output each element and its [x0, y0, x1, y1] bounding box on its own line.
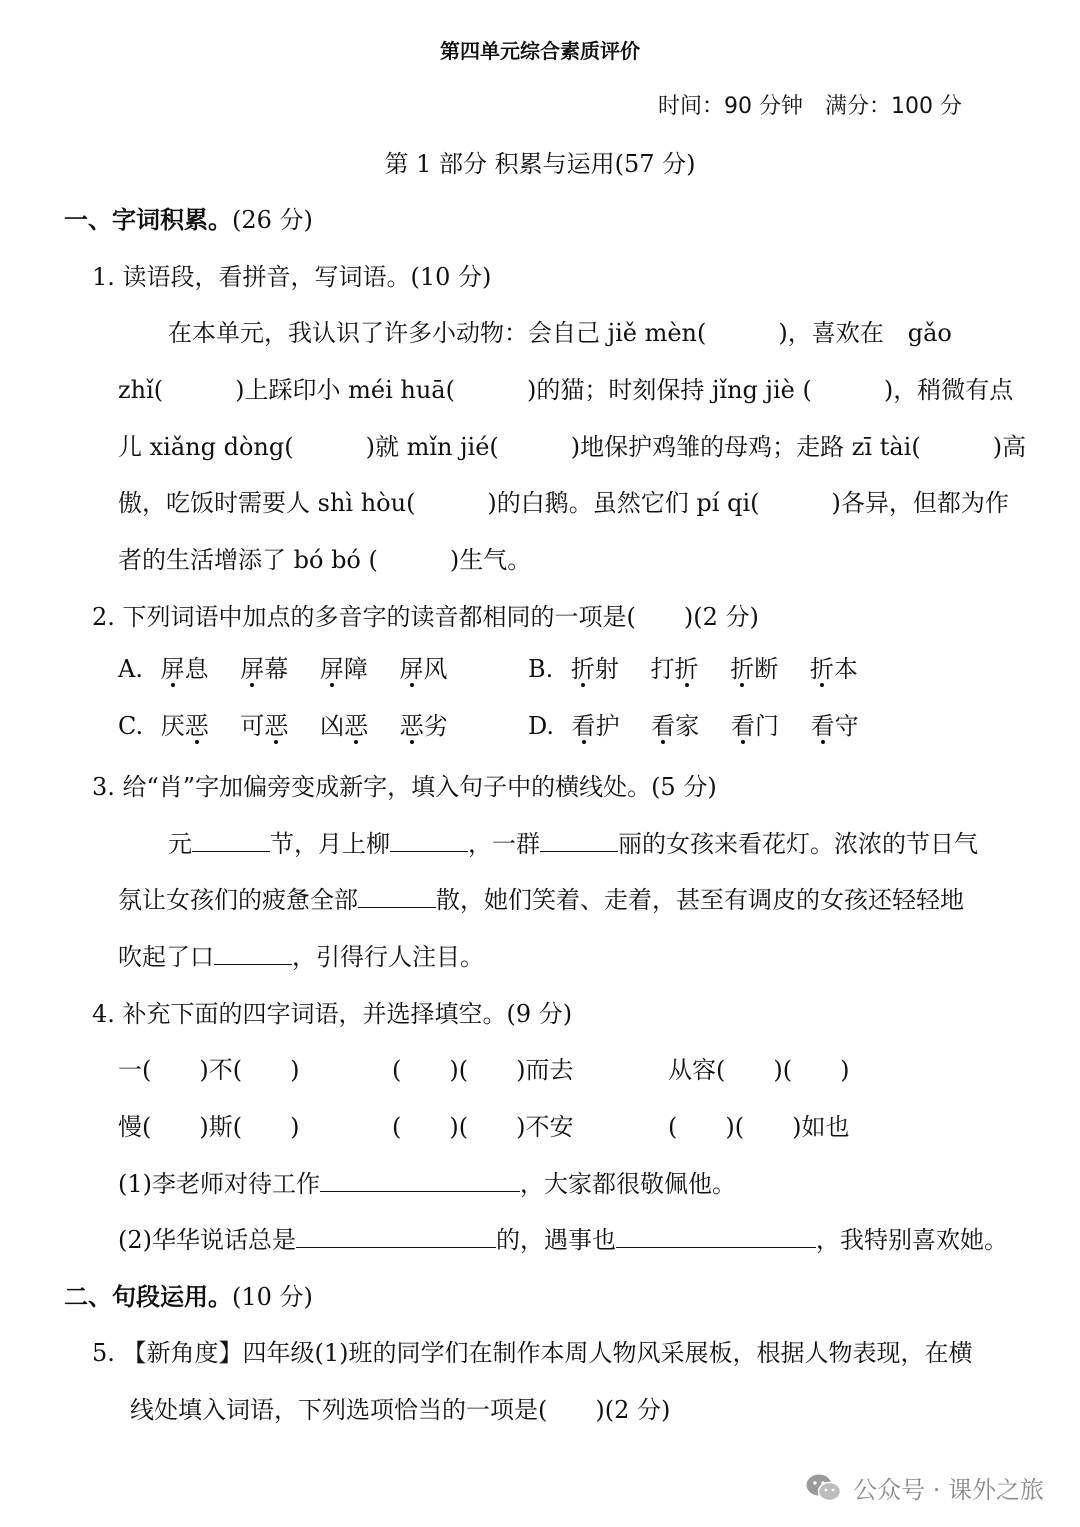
page-title: 第四单元综合素质评价	[440, 39, 640, 63]
section-1-score: (26 分)	[232, 206, 313, 234]
word-char: 门	[754, 712, 779, 740]
text-segment: 吹起了口	[118, 943, 214, 971]
text-segment: 节，月上柳	[270, 830, 390, 858]
q1-line-1: 在本单元，我认识了许多小动物：会自己 jiě mèn( )，喜欢在 gǎo	[168, 319, 952, 347]
dotted-char: 折	[570, 655, 595, 683]
q3-line-3	[118, 940, 484, 974]
q2-option-a	[118, 652, 448, 686]
option-word	[811, 712, 859, 740]
word-char: 劣	[423, 712, 448, 740]
q2-option-b	[528, 652, 858, 686]
word-char: 障	[343, 655, 368, 683]
option-word	[571, 655, 619, 683]
dotted-char: 屏	[319, 655, 344, 683]
dotted-char: 看	[730, 712, 755, 740]
q3-stem: 3. 给“肖”字加偏旁变成新字，填入句子中的横线处。(5 分)	[92, 773, 717, 801]
text-segment: 丽的女孩来看花灯。浓浓的节日气	[618, 830, 978, 858]
section-1-heading	[64, 203, 313, 237]
dotted-char: 看	[571, 712, 596, 740]
option-word	[651, 655, 699, 683]
q4-sentence-2	[118, 1223, 1008, 1257]
q4-idiom-3: 从容( )( )	[668, 1056, 850, 1084]
q3-line-1	[168, 827, 978, 861]
word-char: 断	[754, 655, 779, 683]
word-char: 家	[675, 712, 700, 740]
text-segment: (2)华华说话总是	[118, 1226, 296, 1254]
text-segment: 散，她们笑着、走着，甚至有调皮的女孩还轻轻地	[436, 886, 964, 914]
section-2-label: 二、句段运用。	[64, 1282, 232, 1311]
section-2-score: (10 分)	[232, 1283, 313, 1311]
fill-blank[interactable]	[320, 1167, 520, 1192]
option-word	[400, 712, 448, 740]
q4-stem: 4. 补充下面的四字词语，并选择填空。(9 分)	[92, 1000, 573, 1028]
word-char: 护	[595, 712, 620, 740]
option-letter: B.	[528, 655, 554, 683]
word-char: 凶	[320, 712, 345, 740]
wechat-icon	[805, 1472, 843, 1504]
fill-blank[interactable]	[214, 940, 292, 965]
option-letter: A.	[118, 655, 143, 683]
dotted-char: 恶	[264, 712, 289, 740]
option-word	[810, 655, 858, 683]
fill-blank[interactable]	[616, 1223, 816, 1248]
option-word	[730, 655, 778, 683]
fill-blank[interactable]	[192, 827, 270, 852]
dotted-char: 折	[809, 655, 834, 683]
word-char: 厌	[160, 712, 185, 740]
word-char: 射	[594, 655, 619, 683]
text-segment: 氛让女孩们的疲惫全部	[118, 886, 358, 914]
q2-stem: 2. 下列词语中加点的多音字的读音都相同的一项是( )(2 分)	[92, 603, 759, 631]
dotted-char: 看	[810, 712, 835, 740]
text-segment: ，我特别喜欢她。	[816, 1226, 1008, 1254]
option-letter: D.	[528, 712, 555, 740]
time-score: 时间：90 分钟 满分：100 分	[658, 94, 962, 119]
section-1-label: 一、字词积累。	[64, 205, 232, 234]
q1-line-2: zhǐ( )上踩印小 méi huā( )的猫；时刻保持 jǐng jiè ( )，稍微有点	[118, 376, 1014, 404]
fill-blank[interactable]	[296, 1223, 496, 1248]
dotted-char: 恶	[184, 712, 209, 740]
q4-idiom-2: ( )( )而去	[392, 1056, 574, 1084]
dotted-char: 折	[674, 655, 699, 683]
q1-stem: 1. 读语段，看拼音，写词语。(10 分)	[92, 263, 492, 291]
q4-idiom-1: 一( )不( )	[118, 1056, 300, 1084]
word-char: 风	[423, 655, 448, 683]
q5-line-2: 线处填入词语，下列选项恰当的一项是( )(2 分)	[130, 1396, 671, 1424]
dotted-char: 屏	[399, 655, 424, 683]
q1-line-3: 儿 xiǎng dòng( )就 mǐn jié( )地保护鸡雏的母鸡；走路 zī tài( )高	[118, 433, 1027, 461]
option-word	[161, 712, 209, 740]
word-char: 可	[240, 712, 265, 740]
text-segment: (1)李老师对待工作	[118, 1170, 320, 1198]
text-segment: ，引得行人注目。	[292, 943, 484, 971]
word-char: 打	[650, 655, 675, 683]
word-char: 息	[184, 655, 209, 683]
option-word	[320, 655, 368, 683]
q4-idiom-5: ( )( )不安	[392, 1113, 574, 1141]
text-segment: ，一群	[468, 830, 540, 858]
dotted-char: 屏	[160, 655, 185, 683]
dotted-char: 恶	[399, 712, 424, 740]
fill-blank[interactable]	[540, 827, 618, 852]
fill-blank[interactable]	[390, 827, 468, 852]
option-word	[240, 655, 288, 683]
q3-line-2	[118, 883, 964, 917]
text-segment: 的，遇事也	[496, 1226, 616, 1254]
fill-blank[interactable]	[358, 883, 436, 908]
part-heading: 第 1 部分 积累与运用(57 分)	[384, 150, 696, 178]
option-word	[400, 655, 448, 683]
watermark	[805, 1470, 1044, 1505]
word-char: 幕	[264, 655, 289, 683]
q1-line-4: 傲，吃饭时需要人 shì hòu( )的白鹅。虽然它们 pí qi( )各异，但都为作	[118, 489, 1009, 517]
q4-idiom-4: 慢( )斯( )	[118, 1113, 300, 1141]
q2-option-c	[118, 709, 448, 743]
q4-sentence-1	[118, 1167, 736, 1201]
dotted-char: 屏	[240, 655, 265, 683]
option-word	[320, 712, 368, 740]
word-char: 本	[833, 655, 858, 683]
option-word	[240, 712, 288, 740]
dotted-char: 看	[651, 712, 676, 740]
section-2-heading	[64, 1280, 313, 1314]
option-word	[731, 712, 779, 740]
option-word	[572, 712, 620, 740]
text-segment: 元	[168, 830, 192, 858]
text-segment: ，大家都很敬佩他。	[520, 1170, 736, 1198]
option-letter: C.	[118, 712, 144, 740]
q1-line-5: 者的生活增添了 bó bó ( )生气。	[118, 546, 532, 574]
word-char: 守	[834, 712, 859, 740]
watermark-text: 公众号 · 课外之旅	[853, 1476, 1044, 1504]
dotted-char: 恶	[344, 712, 369, 740]
q2-option-d	[528, 709, 859, 743]
dotted-char: 折	[730, 655, 755, 683]
option-word	[161, 655, 209, 683]
q5-line-1: 5. 【新角度】四年级(1)班的同学们在制作本周人物风采展板，根据人物表现，在横	[92, 1339, 973, 1367]
q4-idiom-6: ( )( )如也	[668, 1113, 850, 1141]
option-word	[651, 712, 699, 740]
